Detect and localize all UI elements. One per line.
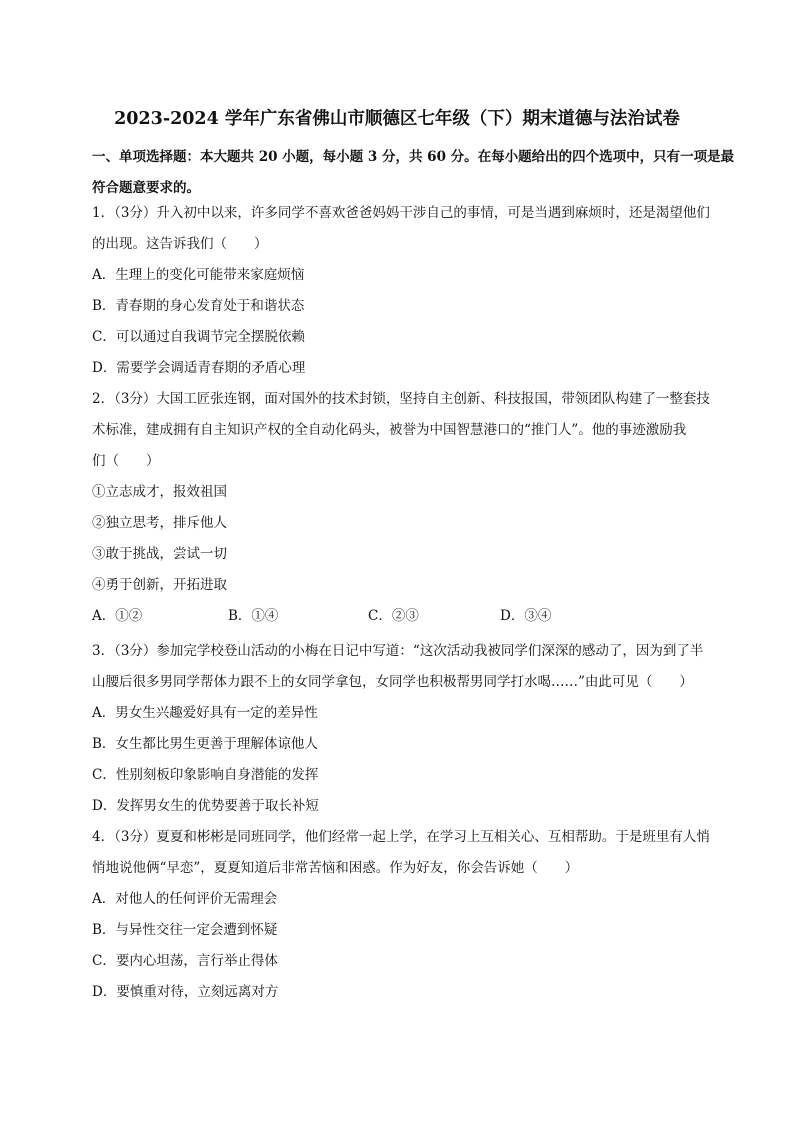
question-3 [92, 636, 722, 822]
question-2-statement-2: ②独立思考，排斥他人 [92, 515, 227, 531]
question-3-option-b: B．女生都比男生更善于理解体谅他人 [92, 736, 318, 752]
question-2-options-row [92, 601, 722, 632]
section-instruction-line-1: 一、单项选择题：本大题共 20 小题，每小题 3 分，共 60 分。在每小题给出的四个选项中，只有一项是最 [92, 149, 735, 165]
question-4-stem-line-1: 4．（3分）夏夏和彬彬是同班同学，他们经常一起上学，在学习上互相关心、互相帮助。于是班里有人悄 [92, 829, 710, 845]
question-2-stem-line-1: 2．（3分）大国工匠张连钢，面对国外的技术封锁，坚持自主创新、科技报国，带领团队构建了一整套技 [92, 391, 710, 407]
question-2-statement-3: ③敢于挑战，尝试一切 [92, 546, 227, 562]
section-heading [92, 142, 735, 204]
question-3-option-c: C．性别刻板印象影响自身潜能的发挥 [92, 767, 319, 783]
question-1-option-a: A．生理上的变化可能带来家庭烦恼 [92, 267, 305, 283]
question-1-option-b: B．青春期的身心发育处于和谐状态 [92, 298, 305, 314]
question-2-option-c: C．②③ [368, 608, 419, 624]
question-4-option-b: B．与异性交往一定会遭到怀疑 [92, 922, 278, 938]
question-2-option-a: A．①② [92, 608, 143, 624]
question-3-stem-line-2: 山腰后很多男同学帮体力跟不上的女同学拿包，女同学也积极帮男同学打水喝……”由此可见（ ） [92, 674, 693, 690]
question-1-option-c: C．可以通过自我调节完全摆脱依赖 [92, 329, 305, 345]
question-1-stem-line-1: 1．（3分）升入初中以来，许多同学不喜欢爸爸妈妈干涉自己的事情，可是当遇到麻烦时，还是渴望他们 [92, 205, 710, 221]
question-1-option-d: D．需要学会调适青春期的矛盾心理 [92, 360, 306, 376]
question-1-stem-line-2: 的出现。这告诉我们（ ） [92, 236, 268, 252]
question-4-stem-line-2: 悄地说他俩“早恋”，夏夏知道后非常苦恼和困惑。作为好友，你会告诉她（ ） [92, 860, 579, 876]
question-2-stem-line-3: 们（ ） [92, 453, 160, 469]
question-2 [92, 384, 722, 632]
question-2-statement-4: ④勇于创新，开拓进取 [92, 577, 227, 593]
question-2-option-b: B．①④ [228, 608, 279, 624]
question-3-option-a: A．男女生兴趣爱好具有一定的差异性 [92, 705, 318, 721]
page-title: 2023-2024 学年广东省佛山市顺德区七年级（下）期末道德与法治试卷 [114, 109, 680, 129]
question-2-statement-1: ①立志成才，报效祖国 [92, 484, 227, 500]
question-4-option-a: A．对他人的任何评价无需理会 [92, 891, 278, 907]
question-3-stem-line-1: 3．（3分）参加完学校登山活动的小梅在日记中写道：“这次活动我被同学们深深的感动了，因为到了半 [92, 643, 704, 659]
question-4 [92, 822, 722, 1008]
question-2-stem-line-2: 术标准，建成拥有自主知识产权的全自动化码头，被誉为中国智慧港口的“推门人”。他的事迹激励我 [92, 422, 687, 438]
question-4-option-c: C．要内心坦荡，言行举止得体 [92, 953, 278, 969]
question-1 [92, 198, 722, 384]
question-4-option-d: D．要慎重对待，立刻远离对方 [92, 984, 279, 1000]
question-3-option-d: D．发挥男女生的优势要善于取长补短 [92, 798, 319, 814]
question-2-option-d: D．③④ [500, 608, 552, 624]
section-instruction-line-2: 符合题意要求的。 [92, 180, 200, 196]
